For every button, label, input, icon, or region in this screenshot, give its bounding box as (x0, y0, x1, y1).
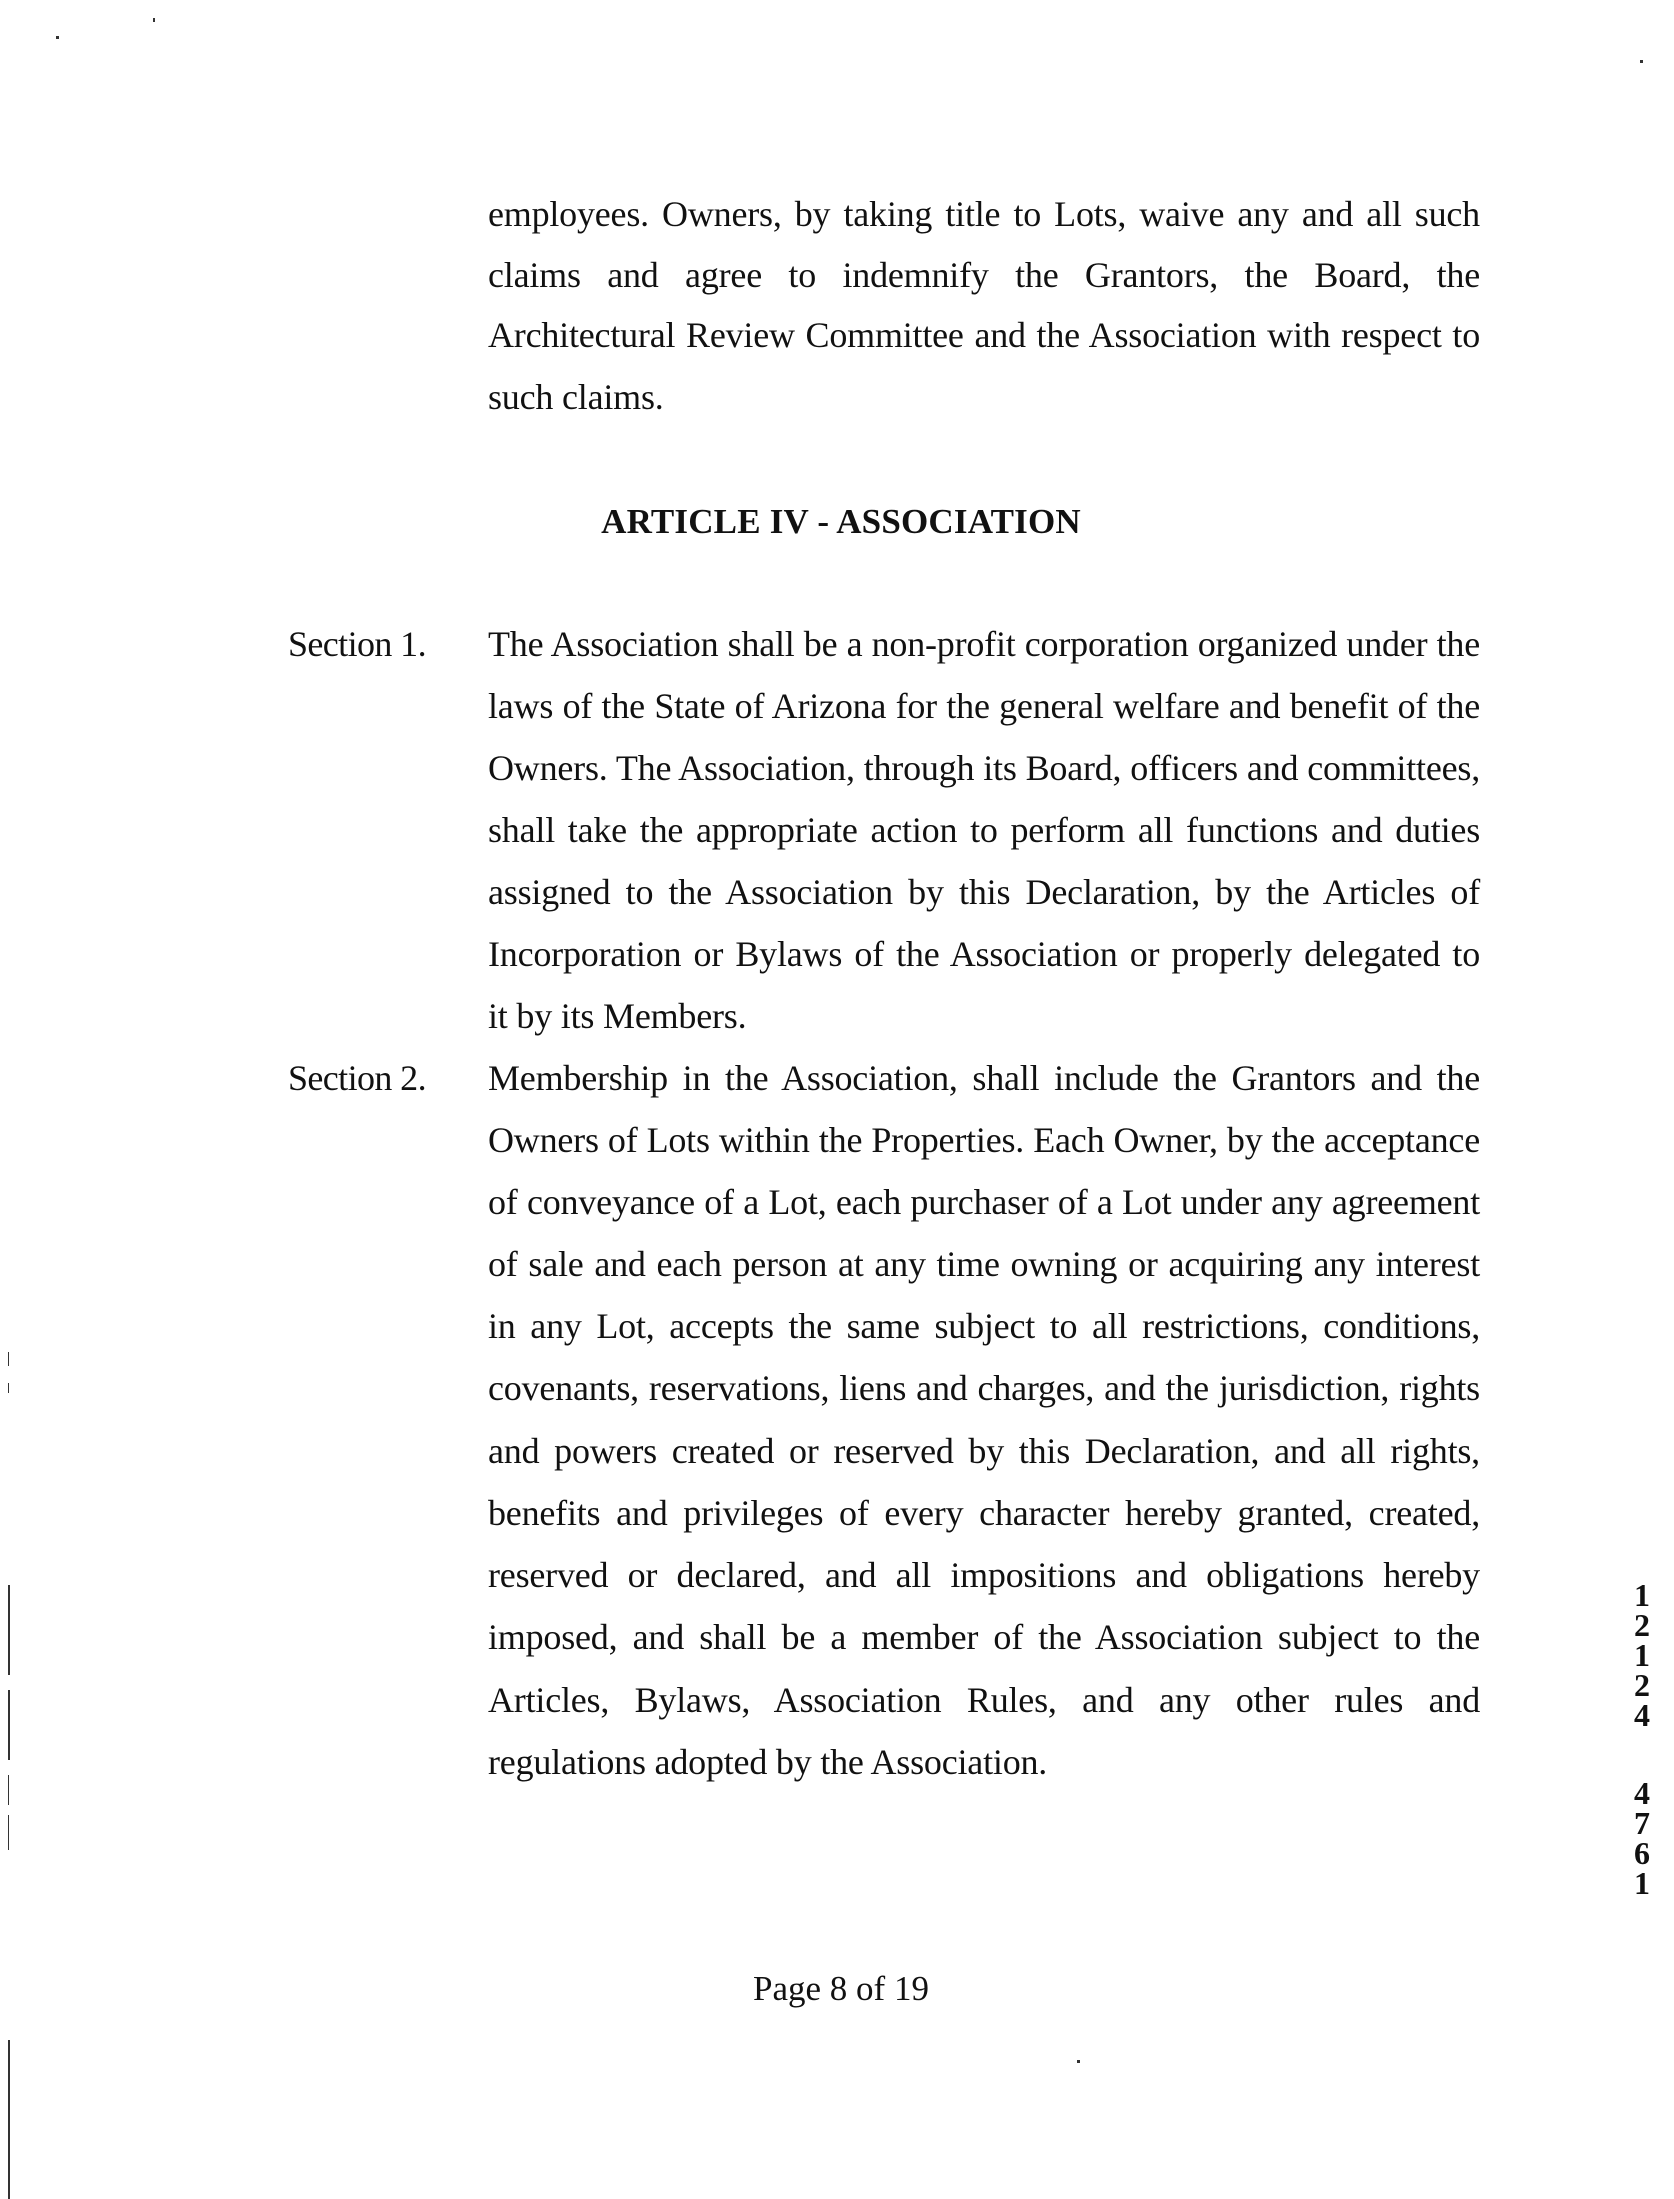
article-heading: ARTICLE IV - ASSOCIATION (601, 502, 1081, 541)
paragraph-line: and powers created or reserved by this Declaration, and all rights, (488, 1431, 1480, 1471)
paragraph-line: claims and agree to indemnify the Grantors, the Board, the (488, 255, 1480, 295)
paragraph-line: Architectural Review Committee and the Association with respect to (488, 315, 1480, 355)
paragraph-line: benefits and privileges of every character hereby granted, created, (488, 1493, 1480, 1533)
scan-speck (153, 18, 155, 22)
paragraph-line: assigned to the Association by this Declaration, by the Articles of (488, 872, 1480, 912)
page-number: Page 8 of 19 (753, 1969, 929, 2008)
scan-edge-mark (8, 1775, 9, 1805)
scan-speck (56, 36, 59, 39)
scan-speck (1077, 2060, 1080, 2063)
paragraph-line: employees. Owners, by taking title to Lots, waive any and all such (488, 194, 1480, 234)
paragraph-line: shall take the appropriate action to perform all functions and duties (488, 810, 1480, 850)
stamp-digit: 4 (1634, 1697, 1650, 1733)
paragraph-line: reserved or declared, and all impositions and obligations hereby (488, 1555, 1480, 1595)
scan-speck (1640, 60, 1643, 63)
stamp-digit: 4 (1634, 1775, 1650, 1811)
stamp-digit: 1 (1634, 1865, 1650, 1901)
section-label: Section 1. (288, 624, 426, 664)
stamp-digit: 1 (1634, 1637, 1650, 1673)
recording-stamp (1622, 1577, 1662, 1733)
paragraph-line: regulations adopted by the Association. (488, 1742, 1048, 1782)
paragraph-line: of sale and each person at any time owning or acquiring any interest (488, 1244, 1480, 1284)
paragraph-line: Incorporation or Bylaws of the Association or properly delegated to (488, 934, 1480, 974)
stamp-digit: 6 (1634, 1835, 1650, 1871)
paragraph-line: imposed, and shall be a member of the Association subject to the (488, 1617, 1480, 1657)
scan-edge-mark (8, 2040, 10, 2199)
stamp-digit: 2 (1634, 1607, 1650, 1643)
paragraph-line: Owners of Lots within the Properties. Each Owner, by the acceptance (488, 1120, 1480, 1160)
paragraph-line: in any Lot, accepts the same subject to all restrictions, conditions, (488, 1306, 1480, 1346)
stamp-digit: 1 (1634, 1577, 1650, 1613)
paragraph-line: Articles, Bylaws, Association Rules, and any other rules and (488, 1680, 1480, 1720)
recording-stamp-continued (1622, 1775, 1662, 1901)
paragraph-line: Membership in the Association, shall include the Grantors and the (488, 1058, 1480, 1098)
scan-edge-mark (8, 1352, 9, 1366)
paragraph-line: of conveyance of a Lot, each purchaser of a Lot under any agreement (488, 1182, 1480, 1222)
scan-edge-mark (8, 1383, 9, 1393)
stamp-digit: 2 (1634, 1667, 1650, 1703)
paragraph-line: laws of the State of Arizona for the general welfare and benefit of the (488, 686, 1480, 726)
section-label: Section 2. (288, 1058, 426, 1098)
paragraph-line: such claims. (488, 377, 664, 417)
scan-edge-mark (8, 1585, 10, 1675)
paragraph-line: Owners. The Association, through its Board, officers and committees, (488, 748, 1480, 788)
paragraph-line: The Association shall be a non-profit corporation organized under the (488, 624, 1480, 664)
paragraph-line: covenants, reservations, liens and charges, and the jurisdiction, rights (488, 1368, 1480, 1408)
scan-edge-mark (8, 1690, 10, 1760)
paragraph-line: it by its Members. (488, 996, 747, 1036)
stamp-digit: 7 (1634, 1805, 1650, 1841)
scan-edge-mark (8, 1815, 9, 1850)
